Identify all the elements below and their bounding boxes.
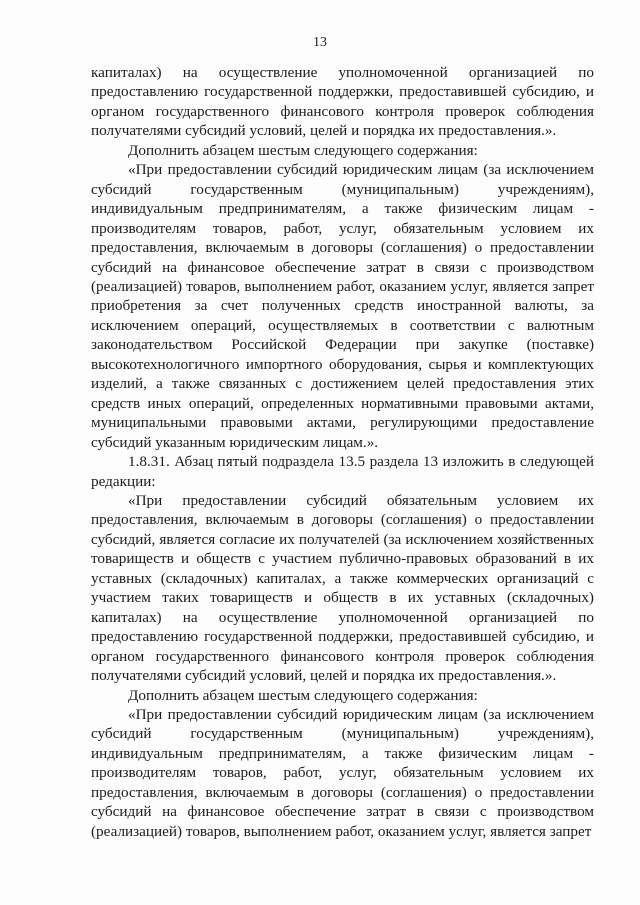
paragraph-7-quoted-clause: «При предоставлении субсидий юридическим лицам (за исключением субсидий государственным (муниципальным) учреждениям), индивидуальным предпринимателям, а также физическим лицам - производителям товаров, работ, услуг, обязательным условием их предоставления, включаемым в договоры (соглашения) о предоставлении субсидий на финансовое обеспечение затрат в связи с производством (реализацией) товаров, выполнением работ, оказанием услуг, является запрет bbox=[91, 705, 594, 840]
document-body bbox=[91, 63, 594, 841]
paragraph-4-section-1-8-31: 1.8.31. Абзац пятый подраздела 13.5 раздела 13 изложить в следующей редакции: bbox=[91, 453, 594, 490]
page-number: 13 bbox=[313, 35, 327, 50]
paragraph-6-amendment-intro: Дополнить абзацем шестым следующего содержания: bbox=[128, 686, 478, 704]
paragraph-3-quoted-clause: «При предоставлении субсидий юридическим лицам (за исключением субсидий государственным (муниципальным) учреждениям), индивидуальным предпринимателям, а также физическим лицам - производителям товаров, работ, услуг, обязательным условием их предоставления, включаемым в договоры (соглашения) о предоставлении субсидий на финансовое обеспечение затрат в связи с производством (реализацией) товаров, выполнением работ, оказанием услуг, является запрет приобретения за счет полученных средств иностранной валюты, за исключением операций, осуществляемых в соответствии с валютным законодательством Российской Федерации при закупке (поставке) высокотехнологичного импортного оборудования, сырья и комплектующих изделий, а также связанных с достижением целей предоставления этих средств иных операций, определенных нормативными правовыми актами, муниципальными правовыми актами, регулирующими предоставление субсидий указанным юридическим лицам.». bbox=[91, 161, 594, 451]
paragraph-1-continuation: капиталах) на осуществление уполномоченной организацией по предоставлению государственной поддержки, предоставившей субсидию, и органом государственного финансового контроля проверок соблюдения получателями субсидий условий, целей и порядка их предоставления.». bbox=[91, 64, 594, 140]
paragraph-2-amendment-intro: Дополнить абзацем шестым следующего содержания: bbox=[128, 141, 478, 159]
paragraph-5-quoted-clause: «При предоставлении субсидий обязательным условием их предоставления, включаемым в договоры (соглашения) о предоставлении субсидий, является согласие их получателей (за исключением хозяйственных товариществ и обществ с участием публично-правовых образований в их уставных (складочных) капиталах, а также коммерческих организаций с участием таких товариществ и обществ в их уставных (складочных) капиталах) на осуществление уполномоченной организацией по предоставлению государственной поддержки, предоставившей субсидию, и органом государственного финансового контроля проверок соблюдения получателями субсидий условий, целей и порядка их предоставления.». bbox=[91, 491, 594, 685]
